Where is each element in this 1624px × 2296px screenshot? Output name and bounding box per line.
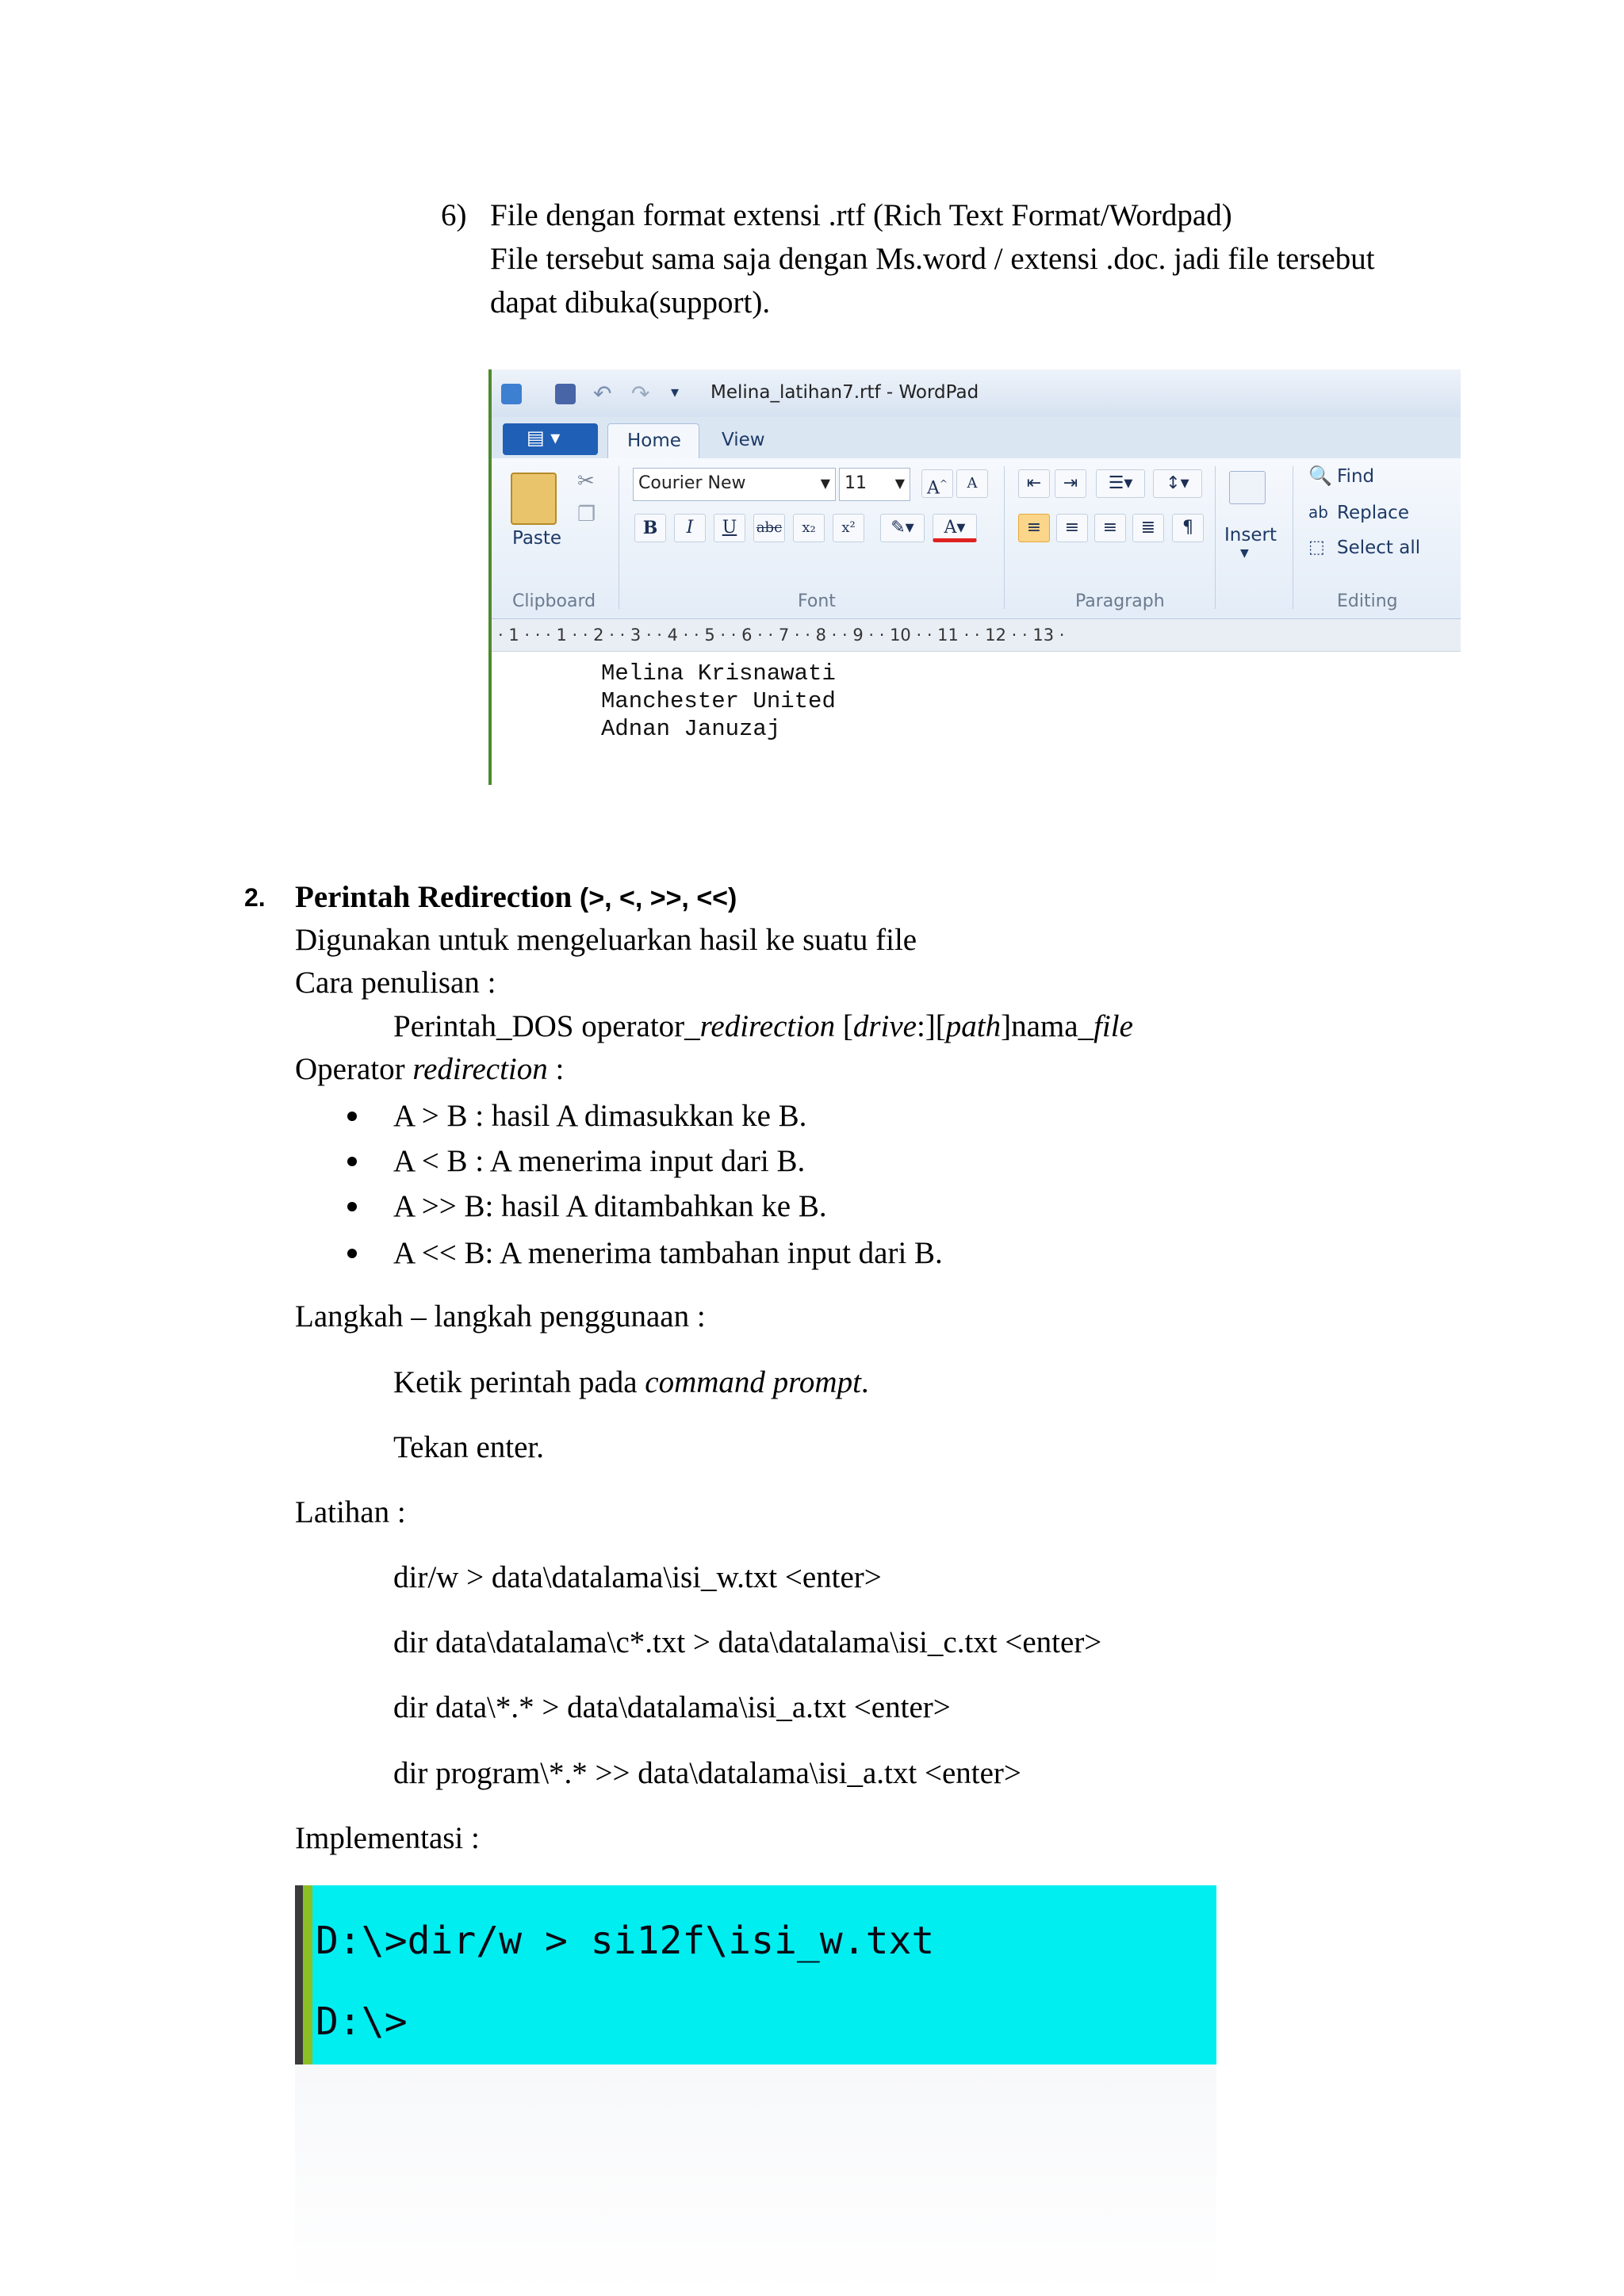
exercise-item: dir data\*.* > data\datalama\isi_a.txt <enter> (393, 1690, 951, 1724)
find-icon: 🔍 (1308, 465, 1332, 487)
undo-icon[interactable]: ↶ (593, 381, 612, 407)
bullet-icon (347, 1249, 357, 1258)
chevron-down-icon: ▼ (1240, 547, 1249, 560)
syntax-part: ]nama_ (1001, 1009, 1094, 1043)
bullets-icon[interactable]: ☰▾ (1096, 469, 1145, 498)
window-edge (303, 1885, 312, 2064)
document-line: Manchester United (601, 688, 836, 714)
implementation-label: Implementasi : (295, 1821, 480, 1855)
paste-icon[interactable] (511, 473, 557, 525)
syntax-part: redirection (699, 1009, 836, 1043)
decrease-indent-icon[interactable]: ⇤ (1018, 469, 1050, 498)
clipboard-group-label: Clipboard (512, 591, 596, 611)
list-item: A > B : hasil A dimasukkan ke B. (393, 1099, 807, 1133)
replace-icon: ab (1308, 503, 1328, 522)
syntax-part: Perintah_DOS operator_ (393, 1009, 700, 1043)
replace-button[interactable]: Replace (1337, 503, 1409, 523)
strikethrough-icon[interactable]: abc (753, 514, 785, 542)
operator-label-end: : (547, 1052, 565, 1086)
document-line: Adnan Januzaj (601, 716, 781, 742)
exercise-item: dir program\*.* >> data\datalama\isi_a.txt <enter> (393, 1756, 1021, 1790)
font-name-select[interactable] (633, 468, 836, 501)
cut-icon[interactable]: ✂ (577, 469, 595, 493)
align-left-icon[interactable]: ≡ (1018, 514, 1050, 542)
group-divider (1215, 466, 1216, 609)
bullet-icon (347, 1157, 357, 1166)
command-line: D:\>dir/w > si12f\isi_w.txt (316, 1919, 935, 1963)
syntax-part: [ (835, 1009, 853, 1043)
syntax-label: Cara penulisan : (295, 966, 496, 1000)
list-item: A >> B: hasil A ditambahkan ke B. (393, 1189, 827, 1223)
operator-label-text: Operator (295, 1052, 413, 1086)
select-all-icon: ⬚ (1308, 538, 1325, 557)
font-group-label: Font (798, 591, 836, 611)
paragraph-line: dapat dibuka(support). (490, 285, 771, 320)
bullet-icon (347, 1202, 357, 1211)
insert-icon[interactable] (1229, 471, 1266, 504)
align-center-icon[interactable]: ≡ (1056, 514, 1088, 542)
font-name-value: Courier New (638, 473, 746, 493)
document-area[interactable] (492, 652, 1461, 785)
document-line: Melina Krisnawati (601, 660, 836, 687)
menu-icon: ▤ ▾ (527, 427, 561, 449)
screenshot-shadow (295, 2064, 1216, 2296)
exercise-label: Latihan : (295, 1495, 406, 1529)
font-color-icon[interactable]: A▾ (933, 514, 977, 542)
save-icon[interactable] (555, 384, 576, 404)
ruler-scale: · 1 · · · 1 · · 2 · · 3 · · 4 · · 5 · · 6 · · 7 · · 8 · · 9 · · 10 · · 11 · · 12 · · 13 · (498, 626, 1065, 645)
section-heading-operators: (>, <, >>, <<) (579, 883, 737, 913)
paragraph-line: File dengan format extensi .rtf (Rich Text Format/Wordpad) (490, 198, 1232, 232)
redo-icon[interactable]: ↷ (631, 381, 650, 407)
syntax-line (393, 1008, 1133, 1046)
subscript-icon[interactable]: x₂ (793, 514, 825, 542)
step-text-end: . (860, 1365, 869, 1399)
syntax-part: :][ (916, 1009, 946, 1043)
paste-button[interactable]: Paste (512, 528, 562, 549)
superscript-icon[interactable]: x² (833, 514, 864, 542)
wordpad-app-icon (501, 384, 522, 404)
font-size-value: 11 (845, 473, 867, 493)
font-size-select[interactable] (839, 468, 910, 501)
ruler[interactable] (492, 619, 1461, 652)
shrink-font-icon[interactable]: A (956, 469, 988, 498)
syntax-part: file (1094, 1009, 1133, 1043)
exercise-item: dir/w > data\datalama\isi_w.txt <enter> (393, 1560, 882, 1594)
chevron-down-icon: ▼ (820, 476, 830, 491)
step-item (393, 1364, 869, 1402)
item-number-6: 6) (441, 198, 467, 232)
window-title: Melina_latihan7.rtf - WordPad (710, 382, 979, 403)
list-item: A < B : A menerima input dari B. (393, 1144, 806, 1178)
syntax-part: drive (852, 1009, 917, 1043)
command-prompt-screenshot (295, 1885, 1216, 2064)
steps-label: Langkah – langkah penggunaan : (295, 1299, 706, 1334)
bullet-icon (347, 1112, 357, 1121)
wordpad-menu-button[interactable] (503, 423, 598, 455)
line-spacing-icon[interactable]: ↕▾ (1153, 469, 1202, 498)
ribbon (492, 458, 1461, 619)
exercise-item: dir data\datalama\c*.txt > data\datalama\isi_c.txt <enter> (393, 1625, 1102, 1659)
step-text: Ketik perintah pada (393, 1365, 645, 1399)
group-divider (1004, 466, 1005, 609)
chevron-down-icon: ▼ (894, 476, 905, 491)
underline-icon[interactable]: U (714, 514, 745, 542)
insert-button[interactable]: Insert (1224, 525, 1277, 545)
wordpad-title-bar (492, 369, 1461, 418)
section-number: 2. (244, 883, 266, 912)
tab-home-label: Home (627, 430, 681, 451)
step-item: Tekan enter. (393, 1430, 545, 1464)
paragraph-dialog-icon[interactable]: ¶ (1172, 514, 1204, 542)
section-heading-text: Perintah Redirection (295, 880, 573, 914)
operator-label-italic: redirection (412, 1052, 548, 1086)
quick-access-dropdown-icon[interactable]: ▾ (671, 382, 680, 401)
tab-view[interactable]: View (722, 430, 765, 450)
italic-icon[interactable]: I (674, 514, 706, 542)
wordpad-screenshot (488, 369, 1461, 785)
copy-icon[interactable]: ❐ (577, 503, 596, 526)
operator-label (295, 1050, 564, 1089)
ribbon-tab-bar (492, 417, 1461, 458)
find-button[interactable]: Find (1337, 466, 1375, 487)
command-prompt-line: D:\> (316, 1999, 408, 2044)
section-description: Digunakan untuk mengeluarkan hasil ke suatu file (295, 923, 917, 957)
align-right-icon[interactable]: ≡ (1094, 514, 1126, 542)
editing-group-label: Editing (1337, 591, 1398, 611)
bold-icon[interactable]: B (634, 514, 666, 542)
section-heading (295, 878, 737, 917)
increase-indent-icon[interactable]: ⇥ (1055, 469, 1086, 498)
paragraph-line: File tersebut sama saja dengan Ms.word / extensi .doc. jadi file tersebut (490, 242, 1375, 276)
justify-icon[interactable]: ≣ (1132, 514, 1164, 542)
paragraph-group-label: Paragraph (1075, 591, 1165, 611)
syntax-part: path (945, 1009, 1002, 1043)
list-item: A << B: A menerima tambahan input dari B. (393, 1236, 943, 1270)
grow-font-icon[interactable]: A^ (921, 469, 953, 498)
step-text-italic: command prompt (645, 1365, 861, 1399)
tab-home[interactable] (607, 423, 699, 461)
highlight-icon[interactable]: ✎▾ (880, 514, 925, 542)
select-all-button[interactable]: Select all (1337, 538, 1421, 558)
